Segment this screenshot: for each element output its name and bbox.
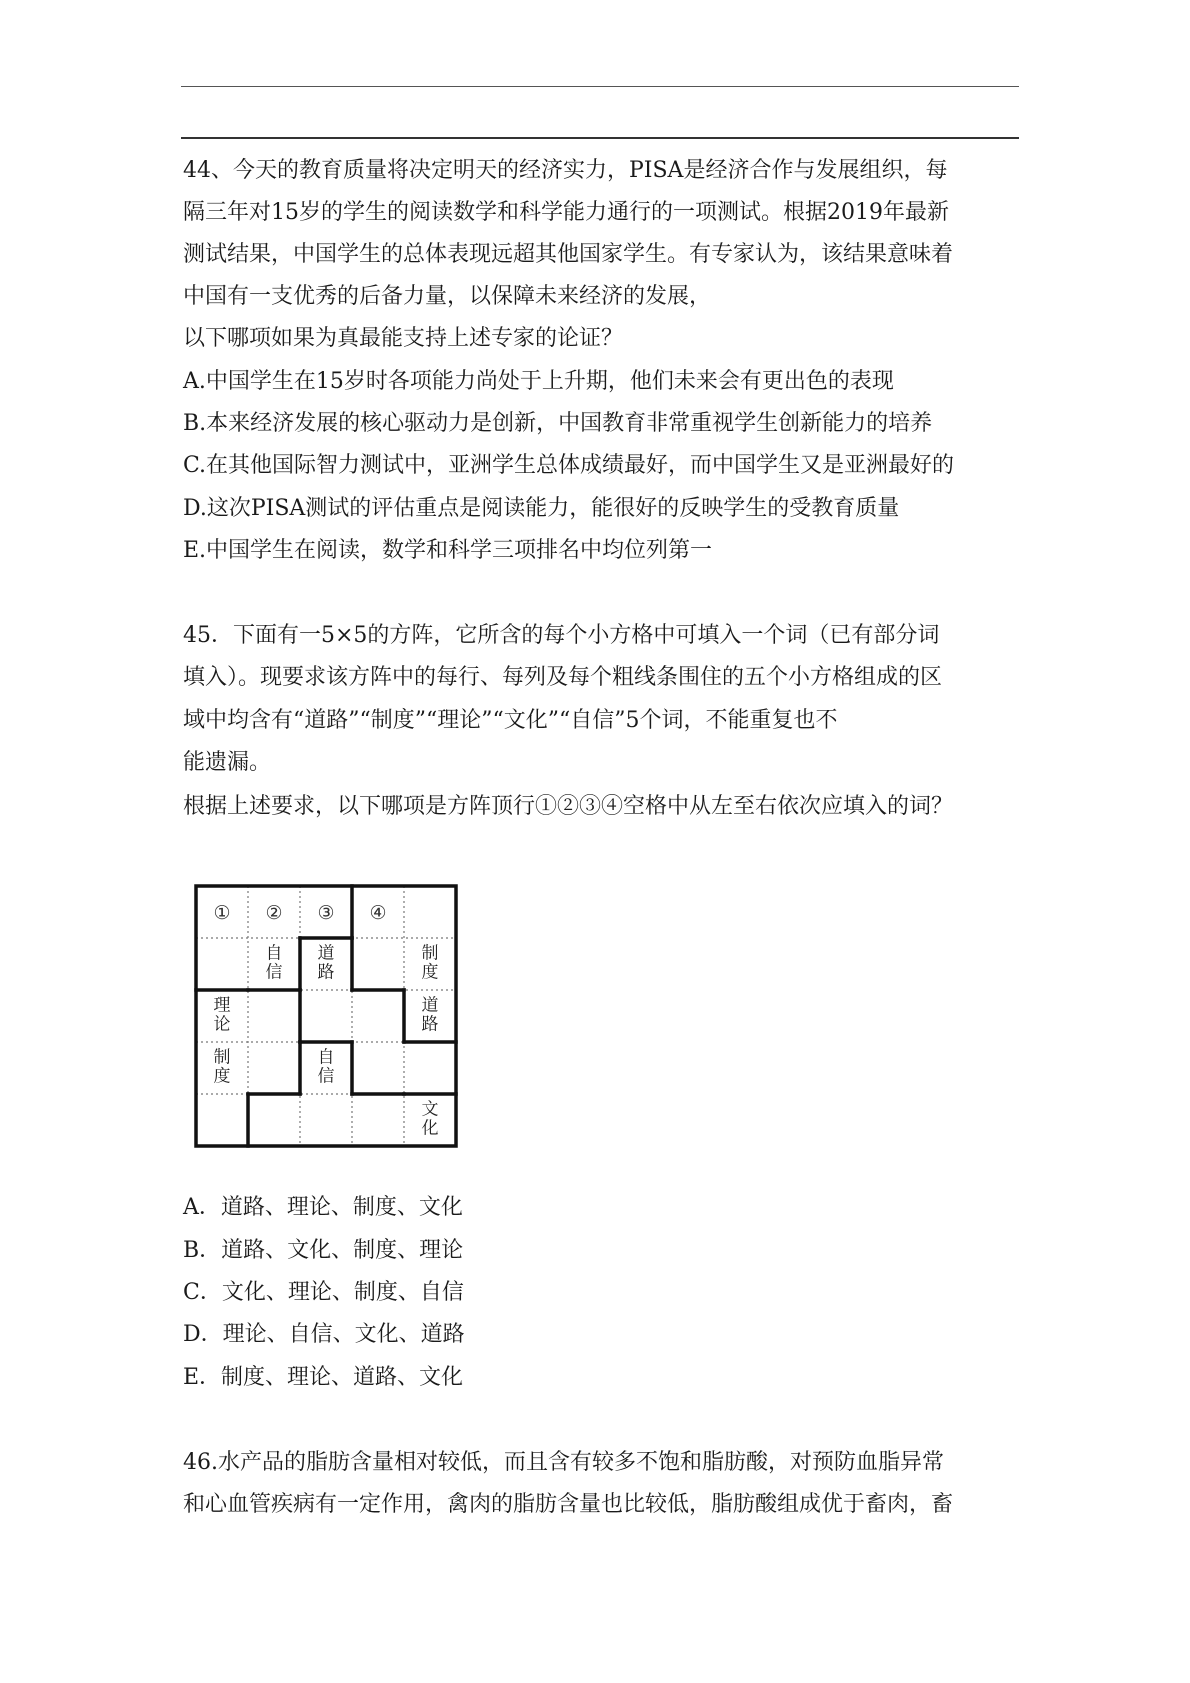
grid-cell-number: ③ [317, 902, 335, 924]
q44-option-d: D.这次PISA测试的评估重点是阅读能力，能很好的反映学生的受教育质量 [183, 496, 900, 521]
grid-cell-word: 文化 [421, 1099, 439, 1139]
grid-cell-word: 自信 [265, 943, 283, 983]
q45-option-b: B．道路、文化、制度、理论 [183, 1238, 464, 1263]
q44-line: 44、今天的教育质量将决定明天的经济实力，PISA是经济合作与发展组织，每 [183, 158, 948, 183]
q44-option-b: B.本来经济发展的核心驱动力是创新，中国教育非常重视学生创新能力的培养 [183, 411, 933, 436]
q44-option-a: A.中国学生在15岁时各项能力尚处于上升期，他们未来会有更出色的表现 [183, 369, 894, 394]
q46-line: 46.水产品的脂肪含量相对较低，而且含有较多不饱和脂肪酸，对预防血脂异常 [183, 1450, 944, 1475]
q44-line: 隔三年对15岁的学生的阅读数学和科学能力通行的一项测试。根据2019年最新 [183, 200, 949, 225]
grid-cell-word: 制度 [421, 943, 439, 983]
grid-cell-number: ② [265, 902, 283, 924]
header-rule-bottom [181, 137, 1019, 139]
q45-question: 根据上述要求，以下哪项是方阵顶行①②③④空格中从左至右依次应填入的词？ [183, 794, 954, 819]
q44-line: 测试结果，中国学生的总体表现远超其他国家学生。有专家认为，该结果意味着 [183, 242, 954, 267]
q45-option-e: E．制度、理论、道路、文化 [183, 1365, 464, 1390]
q45-option-d: D．理论、自信、文化、道路 [183, 1322, 465, 1347]
q45-line: 填入）。现要求该方阵中的每行、每列及每个粗线条围住的五个小方格组成的区 [183, 665, 943, 690]
grid-cell-word: 制度 [213, 1047, 231, 1087]
grid-cell-word: 理论 [213, 995, 231, 1035]
q45-option-a: A．道路、理论、制度、文化 [183, 1195, 463, 1220]
grid-cell-word: 道路 [421, 995, 439, 1035]
q46-line: 和心血管疾病有一定作用，禽肉的脂肪含量也比较低，脂肪酸组成优于畜肉，畜 [183, 1492, 954, 1517]
q45-line: 45．下面有一5×5的方阵，它所含的每个小方格中可填入一个词（已有部分词 [183, 623, 940, 648]
grid-cell-number: ① [213, 902, 231, 924]
q44-question: 以下哪项如果为真最能支持上述专家的论证？ [183, 326, 624, 351]
q44-line: 中国有一支优秀的后备力量，以保障未来经济的发展， [183, 284, 712, 309]
q45-line: 域中均含有“道路”“制度”“理论”“文化”“自信”5个词，不能重复也不 [183, 708, 838, 733]
q44-option-e: E.中国学生在阅读，数学和科学三项排名中均位列第一 [183, 538, 713, 563]
q44-option-c: C.在其他国际智力测试中，亚洲学生总体成绩最好，而中国学生又是亚洲最好的 [183, 453, 955, 478]
grid-cell-number: ④ [369, 902, 387, 924]
q45-line: 能遗漏。 [183, 750, 272, 775]
q45-option-c: C．文化、理论、制度、自信 [183, 1280, 464, 1305]
grid-cell-word: 自信 [317, 1047, 335, 1087]
header-rule-top [181, 86, 1019, 87]
grid-cell-word: 道路 [317, 943, 335, 983]
latin-square-grid [191, 881, 461, 1151]
